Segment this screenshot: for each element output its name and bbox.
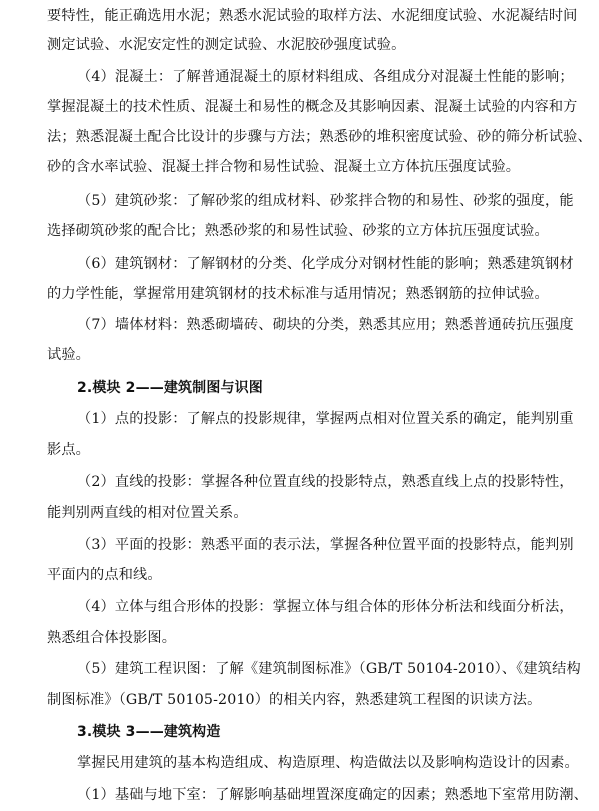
text-line: 制图标准》（GB/T 50105-2010）的相关内容，熟悉建筑工程图的识读方法。: [47, 692, 542, 708]
text-line: 熟悉组合体投影图。: [47, 630, 177, 646]
text-line: 掌握混凝土的技术性质、混凝土和易性的概念及其影响因素、混凝土试验的内容和方: [47, 99, 578, 115]
text-line: 选择砌筑砂浆的配合比；熟悉砂浆的和易性试验、砂浆的立方体抗压强度试验。: [47, 223, 549, 239]
text-line: （1）基础与地下室：了解影响基础埋置深度确定的因素；熟悉地下室常用防潮、: [77, 787, 588, 803]
text-line: （3）平面的投影：熟悉平面的表示法，掌握各种位置平面的投影特点，能判别: [77, 537, 574, 553]
text-line: （5）建筑砂浆：了解砂浆的组成材料、砂浆拌合物的和易性、砂浆的强度，能: [77, 193, 574, 209]
text-line: （6）建筑钢材：了解钢材的分类、化学成分对钢材性能的影响；熟悉建筑钢材: [77, 256, 574, 272]
text-line: 的力学性能，掌握常用建筑钢材的技术标准与适用情况；熟悉钢筋的拉伸试验。: [47, 286, 549, 302]
text-line: 影点。: [47, 442, 91, 458]
text-line: 平面内的点和线。: [47, 567, 162, 583]
text-line: 试验。: [47, 347, 91, 363]
text-line: 要特性，能正确选用水泥；熟悉水泥试验的取样方法、水泥细度试验、水泥凝结时间: [47, 8, 578, 24]
text-line: （2）直线的投影：掌握各种位置直线的投影特点，熟悉直线上点的投影特性，: [77, 474, 574, 490]
text-line: （4）立体与组合形体的投影：掌握立体与组合体的形体分析法和线面分析法，: [77, 599, 574, 615]
text-line: （4）混凝土：了解普通混凝土的原材料组成、各组成分对混凝土性能的影响；: [77, 69, 574, 85]
section-heading: 3.模块 3——建筑构造: [77, 724, 221, 740]
text-line: （1）点的投影：了解点的投影规律，掌握两点相对位置关系的确定，能判别重: [77, 411, 574, 427]
text-line: 掌握民用建筑的基本构造组成、构造原理、构造做法以及影响构造设计的因素。: [77, 755, 579, 771]
text-line: 测定试验、水泥安定性的测定试验、水泥胶砂强度试验。: [47, 37, 406, 53]
section-heading: 2.模块 2——建筑制图与识图: [77, 380, 263, 396]
text-line: 法；熟悉混凝土配合比设计的步骤与方法；熟悉砂的堆积密度试验、砂的筛分析试验、: [47, 129, 592, 145]
text-line: 能判别两直线的相对位置关系。: [47, 505, 248, 521]
text-line: 砂的含水率试验、混凝土拌合物和易性试验、混凝土立方体抗压强度试验。: [47, 159, 521, 175]
text-line: （5）建筑工程识图：了解《建筑制图标准》（GB/T 50104-2010）、《建筑结构: [77, 661, 581, 677]
text-line: （7）墙体材料：熟悉砌墙砖、砌块的分类，熟悉其应用；熟悉普通砖抗压强度: [77, 317, 574, 333]
